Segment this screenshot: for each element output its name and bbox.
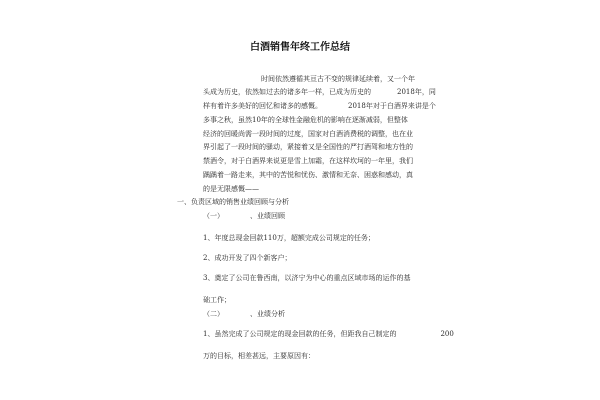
list-item-continuation: 万的目标，相差甚远，主要原因有： [203,352,315,360]
list-item-continuation: 础工作； [203,296,231,304]
list-item: 1、虽然完成了公司规定的现金回款的任务，但距我自己制定的 200 [203,330,454,338]
list-item: 3、奠定了公司在鲁西南，以济宁为中心的重点区域市场的运作的基 [203,274,411,282]
subsection-heading: （二） 、业绩分析 [203,310,285,318]
intro-line: 多事之秋，虽然10年的全球性金融危机的影响在逐渐减弱，但整体 [203,116,408,124]
list-item: 2、成功开发了四个新客户； [203,254,292,262]
intro-line: 时间依然遵循其亘古不变的规律延续着，又一个年 [261,75,415,83]
intro-line: 经济的回暖尚需一段时间的过度，国家对白酒消费税的调整，也在业 [203,130,413,138]
document-title: 白酒销售年终工作总结 [250,42,350,53]
intro-line: 禁酒令，对于白酒界来说更是雪上加霜，在这样坎坷的一年里，我们 [203,157,413,165]
subsection-heading: （一） 、业绩回顾 [203,212,285,220]
intro-line: 界引起了一段时间的骚动，紧接着又是全国性的严打酒驾和地方性的 [203,143,413,151]
intro-line: 头成为历史，依然如过去的诸多年一样，已成为历史的 2018年，同 [203,88,436,96]
list-item: 1、年度总现金回款110万，超额完成公司规定的任务； [203,234,375,242]
section-heading: 一、负责区域的销售业绩回顾与分析 [177,198,289,206]
intro-line: 的是无限感慨—— [203,185,259,193]
intro-line: 样有着许多美好的回忆和诸多的感慨。 2018年对于白酒界来讲是个 [203,102,436,110]
intro-line: 踽踽着一路走来，其中的苦悦和忧伤、激情和无奈、困惑和感动，真 [203,171,413,179]
